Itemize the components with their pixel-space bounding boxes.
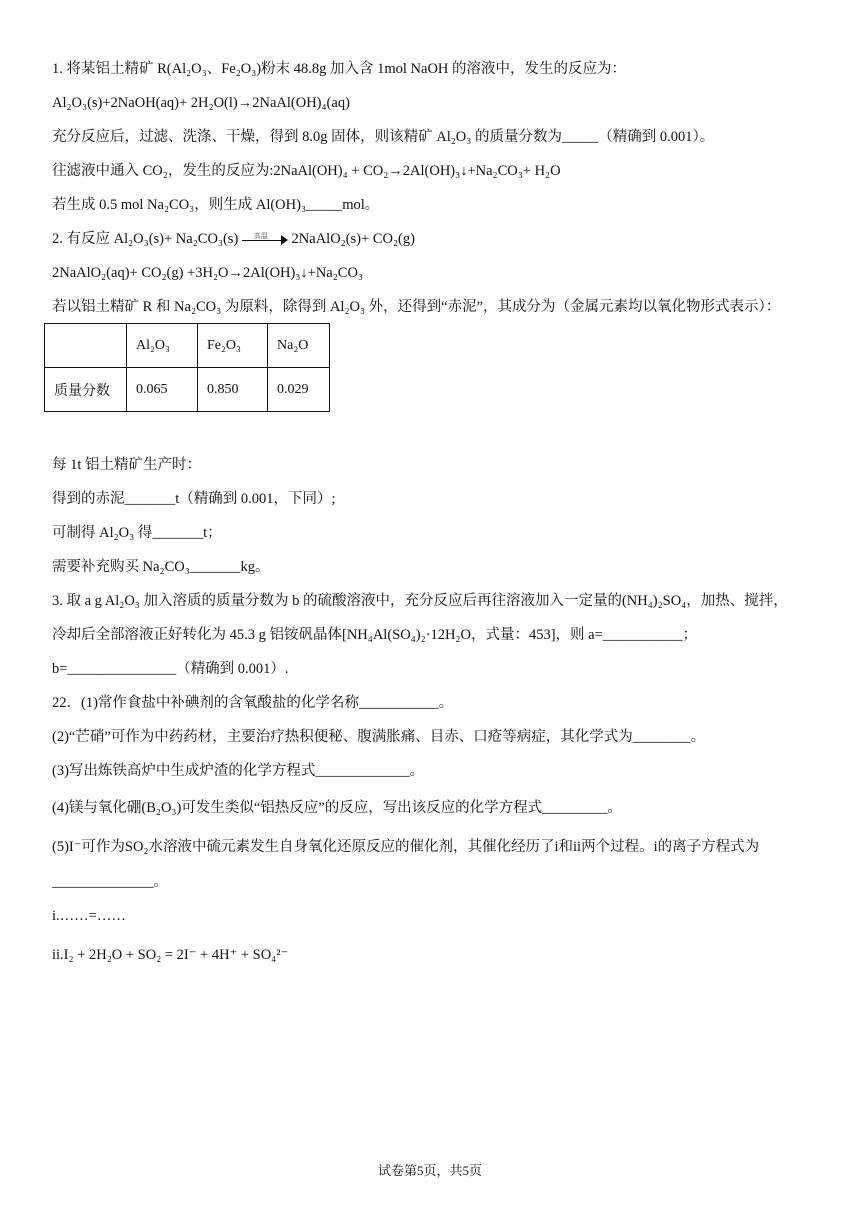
q3-crystal: 冷却后全部溶液正好转化为 45.3 g 铝铵矾晶体[NH₄Al(SO₄)₂·12H₂O，式量：453]，则 a=___________； <box>52 627 698 643</box>
table-header-row <box>45 324 330 368</box>
q22-part4: (4)镁与氧化硼(B₂O₃)可发生类似“铝热反应”的反应，写出该反应的化学方程式_________。 <box>52 800 622 816</box>
table-cell: 0.065 <box>127 368 198 412</box>
q2-per-ton: 每 1t 铝土精矿生产时： <box>52 457 202 473</box>
q2-red-mud-question: 得到的赤泥_______t（精确到 0.001，下同）; <box>52 491 336 507</box>
table-header-cell: Al₂O₃ <box>127 324 198 368</box>
table-cell: 0.029 <box>268 368 330 412</box>
q1-equation-1: Al₂O₃(s)+2NaOH(aq)+ 2H₂O(l)→2NaAl(OH)₄(aq) <box>52 95 350 111</box>
q22-step-ii: ii.I₂ + 2H₂O + SO₂ = 2I⁻ + 4H⁺ + SO₄²⁻ <box>52 947 289 963</box>
q2-intro-red-mud: 若以铝土精矿 R 和 Na₂CO₃ 为原料，除得到 Al₂O₃ 外，还得到“赤泥”，其成分为（金属元素均以氧化物形式表示）： <box>52 299 781 315</box>
red-mud-composition-table <box>44 323 330 412</box>
table-header-cell: Fe₂O₃ <box>198 324 268 368</box>
table-header-cell <box>45 324 127 368</box>
page-footer: 试卷第5页，共5页 <box>377 1163 482 1178</box>
q22-part2: (2)“芒硝”可作为中药药材，主要治疗热积便秘、腹满胀痛、目赤、口疮等病症，其化学式为________。 <box>52 729 706 745</box>
q1-intro: 1. 将某铝土精矿 R(Al₂O₃、Fe₂O₃)粉末 48.8g 加入含 1mol NaOH 的溶液中，发生的反应为： <box>52 61 627 77</box>
q22-part5-blank: ______________。 <box>52 874 168 890</box>
q2-equation-2: 2NaAlO₂(aq)+ CO₂(g) +3H₂O→2Al(OH)₃↓+Na₂CO₃ <box>52 265 363 281</box>
q22-part1: 22．(1)常作食盐中补碘剂的含氧酸盐的化学名称___________。 <box>52 695 454 711</box>
q22-part5: (5)I⁻可作为SO₂水溶液中硫元素发生自身氧化还原反应的催化剂，其催化经历了i和ii两个过程。i的离子方程式为 <box>52 839 760 855</box>
reaction-arrow-icon <box>242 233 288 247</box>
q3-b-question: b=_______________（精确到 0.001）. <box>52 661 289 677</box>
q3-intro: 3. 取 a g Al₂O₃ 加入溶质的质量分数为 b 的硫酸溶液中，充分反应后再往溶液加入一定量的(NH₄)₂SO₄，加热、搅拌， <box>52 593 788 609</box>
table-row <box>45 368 330 412</box>
table-cell: 0.850 <box>198 368 268 412</box>
q22-step-i: i.……=…… <box>52 908 126 924</box>
q1-question-aloh3: 若生成 0.5 mol Na₂CO₃，则生成 Al(OH)₃_____mol。 <box>52 197 380 213</box>
q2-alumina-question: 可制得 Al₂O₃ 得_______t； <box>52 525 222 541</box>
q22-part3: (3)写出炼铁高炉中生成炉渣的化学方程式_____________。 <box>52 763 425 779</box>
reaction-condition: 高温 <box>253 231 268 240</box>
q2-equation-1-left: 2. 有反应 Al₂O₃(s)+ Na₂CO₃(s) <box>52 231 239 247</box>
table-cell: 质量分数 <box>45 368 127 412</box>
q1-question-mass-fraction: 充分反应后，过滤、洗涤、干燥，得到 8.0g 固体，则该精矿 Al₂O₃ 的质量分数为_____（精确到 0.001）。 <box>52 129 715 145</box>
table-header-cell: Na₂O <box>268 324 330 368</box>
q2-sodium-carbonate-question: 需要补充购买 Na₂CO₃_______kg。 <box>52 559 270 575</box>
q2-equation-1-right: 2NaAlO₂(s)+ CO₂(g) <box>291 231 415 247</box>
q1-equation-2: 往滤液中通入 CO₂，发生的反应为:2NaAl(OH)₄ + CO₂→2Al(OH)₃↓+Na₂CO₃+ H₂O <box>52 163 561 179</box>
q2-equation-1 <box>52 229 415 249</box>
